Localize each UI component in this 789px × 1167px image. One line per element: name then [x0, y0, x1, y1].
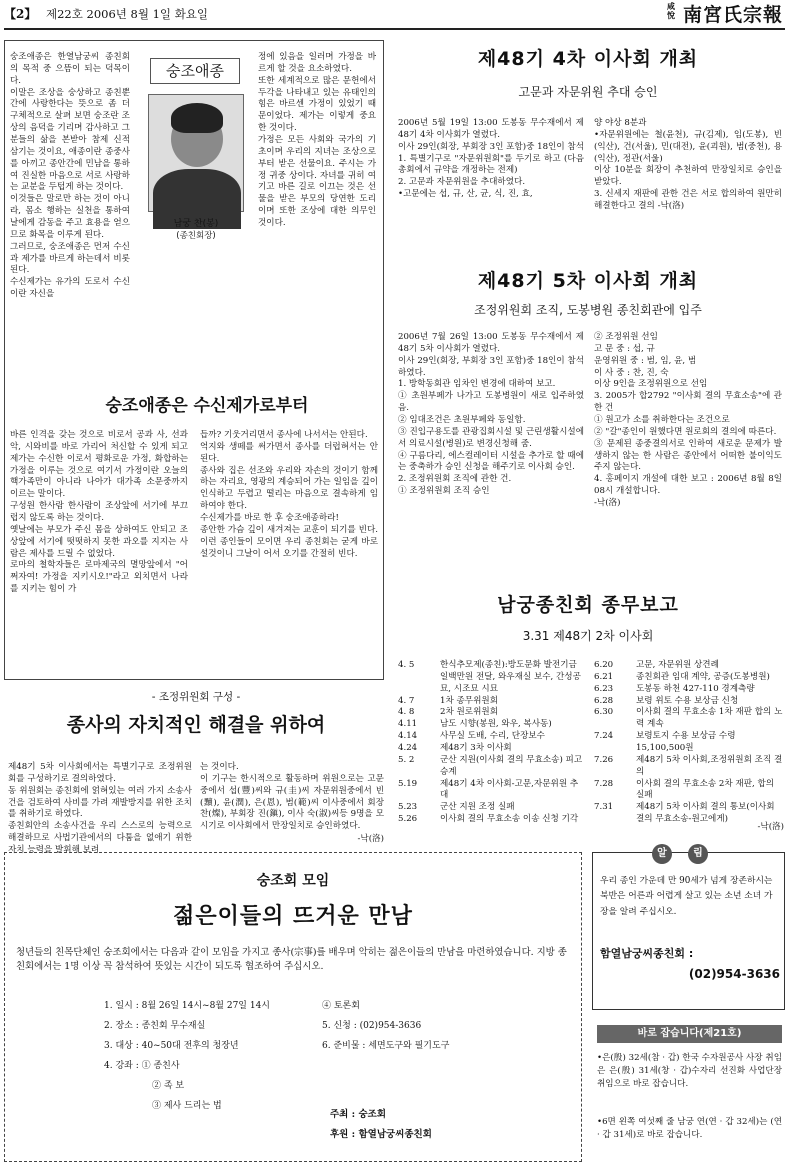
report-text: 제48기 4차 이사회-고문,자문위원 추대	[440, 778, 579, 801]
page-header	[4, 2, 785, 30]
event-detail-line: 1. 일시 : 8월 26일 14시~8월 27일 14시	[104, 1001, 270, 1011]
report-date: 4.11	[398, 719, 418, 730]
report-text: 사무실 도배, 수리, 단장보수	[440, 731, 545, 742]
report-item	[594, 731, 784, 755]
event-detail-line: ③ 제사 드리는 법	[152, 1101, 222, 1111]
report-item	[594, 660, 784, 672]
report-item	[398, 660, 584, 696]
masthead	[667, 2, 783, 28]
report-text: 군산 지원 조정 실패	[440, 802, 515, 813]
report-text: 이사회 결의 무효소송 2차 재판, 합의 실패	[636, 778, 775, 801]
report-item	[594, 755, 784, 779]
column-text-4: 듭까? 기웃거리면서 종사에 나서서는 안된다. 억지와 생떼를 써가면서 종사를 더럽혀서는 안된다. 종사와 집은 선조와 우리와 자손의 것이기 함께 하는 자리요, 영광의 계승되어 가는 일임을 깊이 인식하고 두렵고 떨리는 마음으로 결속하게 임하여야 한다. 수신제가를 바로 한 후 숭조애종하라! 종안한 가슴 깊이 새겨져는 교훈이 되기를 빈다. 이런 종인들이 모이면 우리 종친회는 굳게 바로 설것이니 그날이 어서 오기를 간절히 빈다.	[200, 430, 378, 559]
correction-title: 바로 잡습니다(제21호)	[597, 1025, 782, 1043]
report-item	[398, 814, 584, 826]
report-text: 한식추모제(종친):방도문화 발전기금 일백만원 전달, 와우재실 보수, 간성공묘, 시조묘 시묘	[440, 660, 581, 694]
report-item	[594, 707, 784, 731]
report-text: 이사회 결의 무효소송 1차 재판 합의 노력 계속	[636, 707, 783, 730]
report-item	[398, 696, 584, 708]
event-sponsor-label: 후원 :	[330, 1129, 356, 1140]
report-list-right	[594, 660, 784, 825]
event-detail-line: ④ 토론회	[322, 1001, 360, 1011]
report-date: 5.23	[398, 802, 418, 813]
report-item	[594, 779, 784, 803]
meeting4-subtitle: 고문과 자문위원 추대 승인	[518, 85, 658, 99]
event-detail-line: 4. 강좌 : ① 종친사	[104, 1061, 180, 1071]
report-text: 고문, 자문위원 상견례	[636, 660, 719, 670]
column-text-2: 정에 있음을 일러며 가정을 바르게 할 것을 요소하였다. 또한 세계적으로 많은 문헌에서 두각을 나타내고 있는 유태인의 힘은 바르센 가정이 있었기 때문이었다. 제가는 이렇게 중요한 것이다. 가정은 모든 사회와 국가의 기초이며 우리의 지녀는 조상으로부터 받은 선물이요. 주시는 가정 귀중 상이다. 자녀를 귀히 여기고 바른 길로 이끄는 것은 선물을 받은 부모의 당연한 도리이며 또한 조상에 대한 의무인 것이다.	[258, 52, 376, 229]
photo-caption: 남궁 찬(봉)	[173, 219, 219, 229]
author-photo	[148, 94, 244, 212]
event-sponsor	[330, 1128, 550, 1141]
report-text: 제48기 5차 이사회 결의 통보(이사회 결의 무효소송-원고에게)	[636, 802, 775, 825]
report-text: 도봉동 하천 427-110 경계측량	[636, 683, 755, 694]
notice-badge-1: 알	[652, 844, 672, 864]
report-text: 2차 원로위원회	[440, 707, 499, 718]
event-intro: 청년들의 친목단체인 숭조회에서는 다음과 같이 모임을 가지고 종사(宗事)를 배우며 악히는 젊은이들의 만남을 마련하였습니다. 지방 종친회에서는 1명 이상 꼭 참석하여 뜻있는 시간이 되도록 협조하여 주십시오.	[16, 947, 567, 973]
column-headline: 숭조애종은 수신제가로부터	[105, 396, 309, 416]
correction-text-1: •은(殷) 32세(참 · 갑) 한국 수자원공사 사장 취임은 은(殷) 31세(창 · 갑)수자리 선진화 사업단장 취임으로 바로 잡습니다.	[597, 1053, 782, 1089]
meeting5-right: ② 조정위원 선임 고 문 중 : 섭, 규 운영위원 중 : 범, 임, 윤, 범 이 사 중 : 찬, 진, 숙 이상 9인을 조정위원으로 선임 3. 2005가 합2792 "이사회 결의 무효소송"에 관한 건 ① 원고가 소를 취하한다는 조건으로 ② "갈"종인이 원했다면 원로회의 결의에 따른다. ③ 문제된 종중결의서로 인하여 새로운 문제가 발생하지 않는 한 사람은 종안에서 어떠한 불이익도 주지 않는다. 4. 홍페이지 개설에 대한 보고 : 2006년 8월 8일 08시 개설합니다. -낙(洛)	[594, 332, 782, 509]
committee-right: 는 것이다. 이 기구는 한시적으로 활동하며 위원으로는 고문 중에서 섭(豐)씨와 규(圭)씨 자문위원중에서 빈(黷), 윤(潤), 은(恩), 범(範)씨 이사중에서 회장 찬(燦), 부회장 진(鎭), 이사 숙(淑)씨등 9명을 모시기로 이사회에서 만장일치로 승인하였다.	[200, 762, 384, 832]
report-date: 5.19	[398, 778, 418, 789]
report-title: 남궁종친회 종무보고	[497, 594, 679, 616]
issue-info: 제22호 2006년 8월 1일 화요일	[46, 7, 209, 21]
masthead-prefix: 咸悅	[666, 1, 676, 20]
report-date: 6.28	[594, 695, 614, 706]
report-item	[594, 684, 784, 696]
page-number: 【2】	[4, 7, 37, 21]
event-title: 젊은이들의 뜨거운 만남	[173, 904, 413, 929]
report-text: 1차 종무위원회	[440, 695, 499, 706]
report-date: 6.21	[594, 671, 614, 682]
report-text: 보령토지 수용 보상금 수령 15,100,500원	[636, 731, 736, 754]
report-sign: -낙(洛)	[757, 822, 784, 832]
report-item	[398, 802, 584, 814]
photo-caption-title: (종친회장)	[176, 231, 216, 241]
report-date: 6.23	[594, 683, 614, 694]
event-sponsor-value: 함열남궁씨종친회	[358, 1129, 432, 1140]
report-date: 5. 2	[398, 754, 415, 765]
report-text: 군산 지원(이사회 결의 무효소송) 피고 승계	[440, 754, 583, 777]
meeting5-subtitle: 조정위원회 조직, 도봉병원 종친회관에 입주	[474, 303, 702, 317]
event-host	[330, 1108, 550, 1121]
meeting5-title: 제48기 5차 이사회 개최	[477, 270, 699, 292]
notice-org: 함열남궁씨종친회 :	[600, 947, 694, 960]
report-text: 이사회 결의 무효소송 이송 신청 기각	[440, 814, 579, 825]
report-item	[398, 743, 584, 755]
report-date: 4. 7	[398, 695, 415, 706]
committee-kicker: - 조정위원회 구성 -	[151, 691, 241, 703]
column-text-3: 바른 인격을 갖는 것으로 비로서 공과 사, 선과악, 시와비를 바로 가리어 처신할 수 있게 되고 제가는 수신한 이로서 평화로운 가정, 화합하는 가정을 이루는 것으로 여기서 가정이란 오늘의 핵가족만이 아니라 나아가 대가족 소문중까지 이르는 말이다. 구성원 한사람 한사람이 조상앞에 서기에 부끄럽지 않도록 하는 것이다. 옛날에는 부모가 주신 몸을 상하여도 안되고 조상앞에 서기에 떳떳하지 못한 과오를 지지는 사람은 제사를 드릴 수 없었다. 로마의 철학자들은 로마제국의 멸망앞에서 "어쩌자여! 가정을 지키시오!"라고 외치면서 나라를 지키는 힘이 가	[10, 430, 188, 595]
report-item	[398, 719, 584, 731]
notice-phone: (02)954-3636	[688, 967, 780, 981]
report-item	[398, 707, 584, 719]
report-text: 제48기 5차 이사회,조정위원회 조직 결의	[636, 754, 783, 777]
column-text-1: 숭조애종은 한열남궁씨 종친회의 목적 중 으뜸이 되는 덕목이다. 이말은 조상을 숭상하고 종친뿐간에 사랑한다는 뜻으로 좀 더 구체적으로 살펴 보면 숭조란 조상의 음덕을 기리며 감사하고 그분들의 삶을 본받아 참제 신적 삼기는 것이요, 애종이란 종중사를 아끼고 종안간에 민남을 통하여 진실한 마음으로 서로 사랑하는 교분을 두텁게 하는 것이다. 이것들은 말로만 하는 것이 아니라, 몸소 행하는 실천을 통하여 날에게 감동을 주고 효용을 얻으므로 화목을 이루게 된다. 그러므로, 숭조애종은 먼저 수신과 제가를 바르게 하는데서 비롯된다. 수신제가는 유가의 도로서 수신이란 자신을	[10, 52, 130, 300]
meeting4-left: 2006년 5월 19일 13:00 도봉동 무수재에서 제48기 4차 이사회가 열렸다. 이사 29인(회장, 부회장 3인 포함)중 18인이 참석 1. 특별기구로 "자문위원회"를 두기로 하고 (다음 총회에서 규약을 개정하는 전제) 2. 고문과 자문위원을 추대하였다. •고문에는 섭, 규, 산, 균, 식, 진, 효,	[398, 118, 584, 200]
event-kicker: 숭조회 모임	[256, 873, 330, 889]
event-detail-line: 2. 장소 : 종친회 무수재실	[104, 1021, 206, 1031]
report-text: 종친회관 임대 계약, 공증(도봉병원)	[636, 671, 770, 682]
event-detail-line: 5. 신청 : (02)954-3636	[322, 1021, 422, 1031]
report-date: 5.26	[398, 814, 418, 825]
report-date: 7.31	[594, 802, 614, 813]
report-item	[594, 672, 784, 684]
report-text: 남도 시향(봉원, 와우, 복사동)	[440, 719, 552, 730]
report-item	[594, 696, 784, 708]
event-detail-line: 3. 대상 : 40~50대 전후의 청장년	[104, 1041, 239, 1051]
report-subtitle: 3.31 제48기 2차 이사회	[522, 629, 654, 643]
report-date: 4. 5	[398, 660, 415, 670]
report-date: 7.28	[594, 778, 614, 789]
meeting5-left: 2006년 7월 26일 13:00 도봉동 무수재에서 제48기 5차 이사회가 열렸다. 이사 29인(회장, 부회장 3인 포함)중 18인이 참석하였다. 1. 방학동회관 임차인 변경에 대하여 보고. ① 초원부페가 나가고 도봉병원이 새로 입주하였음. ② 임대조건은 초원부페와 동일함. ③ 진입구용도를 관광집회시설 및 근린생활시설에서 의료시설(병원)로 변경신청해 줌. ④ 구름다리, 에스컬레이터 시설을 추가로 할 때에는 중축하가 승인 신청을 해주기로 이사회 승인. 2. 조정위원회 조직에 관한 건. ① 조정위원회 조직 승인	[398, 332, 584, 497]
report-date: 7.24	[594, 731, 614, 742]
report-date: 7.26	[594, 754, 614, 765]
correction-text-2: •6면 왼쪽 여섯째 줄 남궁 연(연 · 갑 32세)는 (연 · 갑 31세)로 바로 잡습니다.	[597, 1117, 782, 1140]
report-item	[398, 731, 584, 743]
committee-title: 종사의 자치적인 해결을 위하여	[66, 714, 326, 736]
report-date: 4. 8	[398, 707, 415, 718]
event-details-left	[104, 996, 314, 1116]
meeting4-right: 양 야상 8분과 •자문위원에는 철(윤천), 규(김제), 임(도봉), 빈(익산), 건(서울), 민(대전), 윤(괴원), 범(중천), 용(익산), 정관(서울) 이상 10분을 회장이 추천하여 만장일치로 승인을 받았다. 3. 신세지 재판에 관한 건은 서로 합의하여 원만히 해결한다고 결의 -낙(洛)	[594, 118, 782, 212]
report-date: 6.20	[594, 660, 614, 670]
committee-left: 제48기 5차 이사회에서는 특별기구로 조정위원회를 구성하기로 결의하였다. 동 위원회는 종친회에 얽혀있는 여러 가지 소송사건을 검토하여 사비를 가려 재발방지를 위한 조치를 취하기로 하였다. 종친회안의 소송사건을 우리 스스로의 능력으로 해결하므로 사법기관에서의 다툼을 없애기 위한 자치 능력을 발휘해 보려	[8, 762, 192, 856]
report-date: 4.14	[398, 731, 418, 742]
report-item	[398, 779, 584, 803]
report-date: 6.30	[594, 707, 614, 718]
report-item	[398, 755, 584, 779]
notice-text: 우리 종인 가운데 만 90세가 넘게 장존하시는 북반은 어른과 어렵게 살고 있는 소년 소녀 가장을 알려 주십시오.	[600, 876, 773, 917]
report-text: 보령 위토 수용 보상금 신청	[636, 695, 739, 706]
notice-badge-2: 림	[688, 844, 708, 864]
event-host-value: 숭조회	[358, 1109, 387, 1120]
report-list-left	[398, 660, 584, 825]
report-text: 제48기 3차 이사회	[440, 743, 512, 754]
event-host-label: 주최 :	[330, 1109, 356, 1120]
masthead-title: 南宮氏宗報	[682, 4, 783, 26]
event-details-right	[322, 996, 542, 1056]
meeting4-title: 제48기 4차 이사회 개최	[477, 48, 699, 70]
column-title: 숭조애종	[150, 58, 240, 84]
event-detail-line: ② 족 보	[152, 1081, 185, 1091]
report-date: 4.24	[398, 743, 418, 754]
committee-sign: -낙(洛)	[357, 834, 384, 844]
event-detail-line: 6. 준비물 : 세면도구와 필기도구	[322, 1041, 450, 1051]
